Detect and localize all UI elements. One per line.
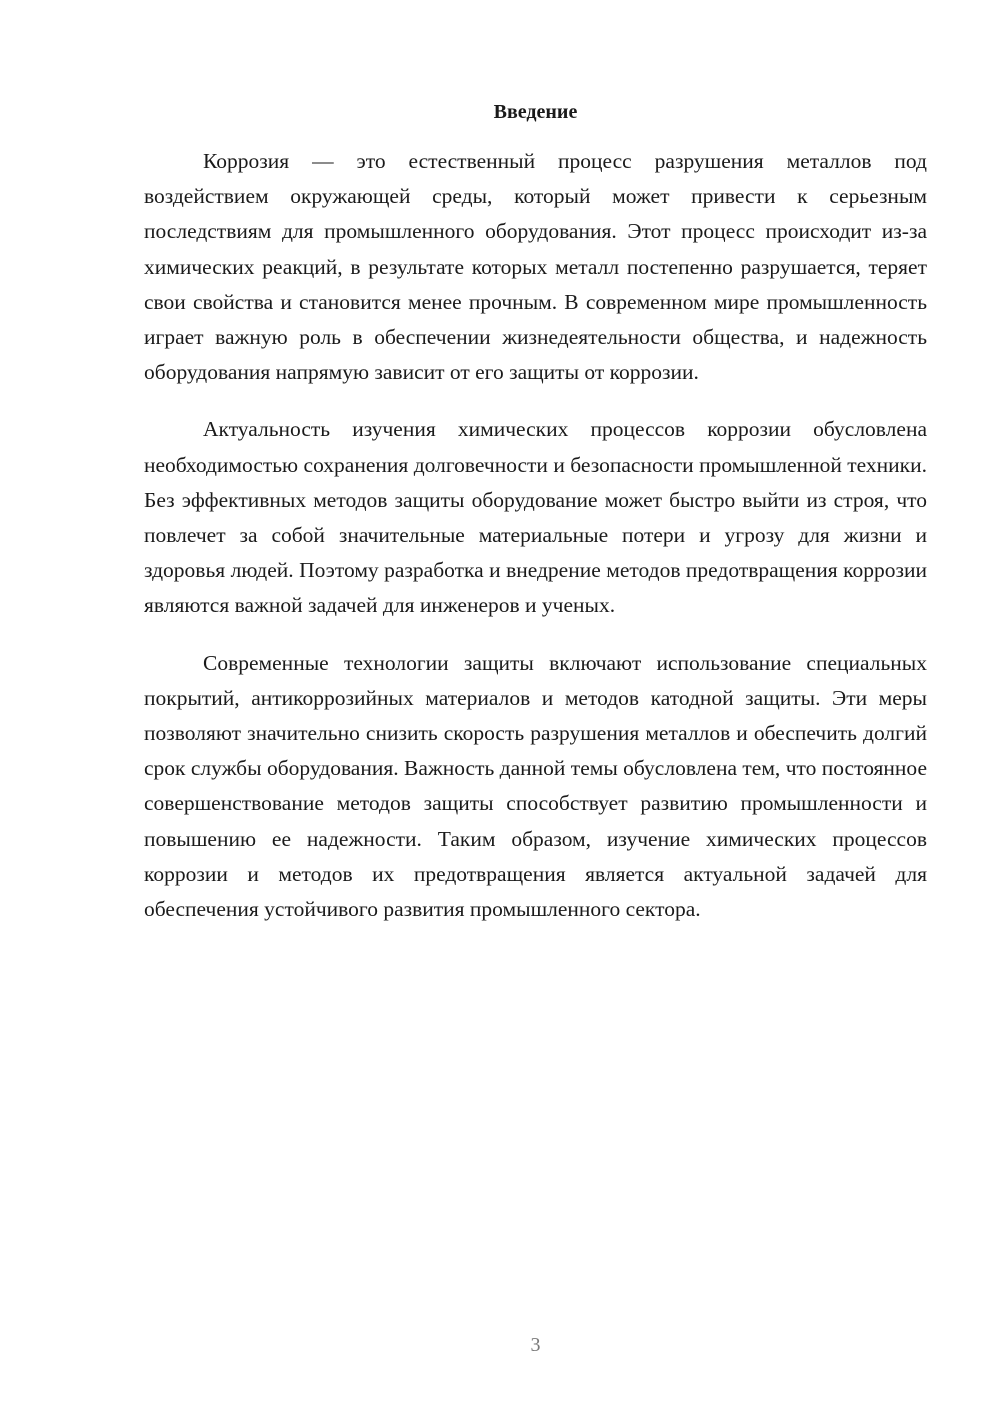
paragraph-1: Коррозия — это естественный процесс разрушения металлов под воздействием окружающей среды, который может привести к серьезным последствиям для промышленного оборудования. Этот процесс происходит из-за химических реакций, в результате которых металл постепенно разрушается, теряет свои свойства и становится менее прочным. В современном мире промышленность играет важную роль в обеспечении жизнедеятельности общества, и надежность оборудования напрямую зависит от его защиты от коррозии. <box>144 149 927 385</box>
page-number: 3 <box>530 1334 541 1356</box>
paragraph-2: Актуальность изучения химических процессов коррозии обусловлена необходимостью сохранения долговечности и безопасности промышленной техники. Без эффективных методов защиты оборудование может быстро выйти из строя, что повлечет за собой значительные материальные потери и угрозу для жизни и здоровья людей. Поэтому разработка и внедрение методов предотвращения коррозии являются важной задачей для инженеров и ученых. <box>144 417 927 618</box>
body-text <box>144 144 927 949</box>
section-title: Введение <box>493 101 578 123</box>
paragraph-3: Современные технологии защиты включают использование специальных покрытий, антикоррозийных материалов и методов катодной защиты. Эти меры позволяют значительно снизить скорость разрушения металлов и обеспечить долгий срок службы оборудования. Важность данной темы обусловлена тем, что постоянное совершенствование методов защиты способствует развитию промышленности и повышению ее надежности. Таким образом, изучение химических процессов коррозии и методов их предотвращения является актуальной задачей для обеспечения устойчивого развития промышленного сектора. <box>144 650 927 922</box>
